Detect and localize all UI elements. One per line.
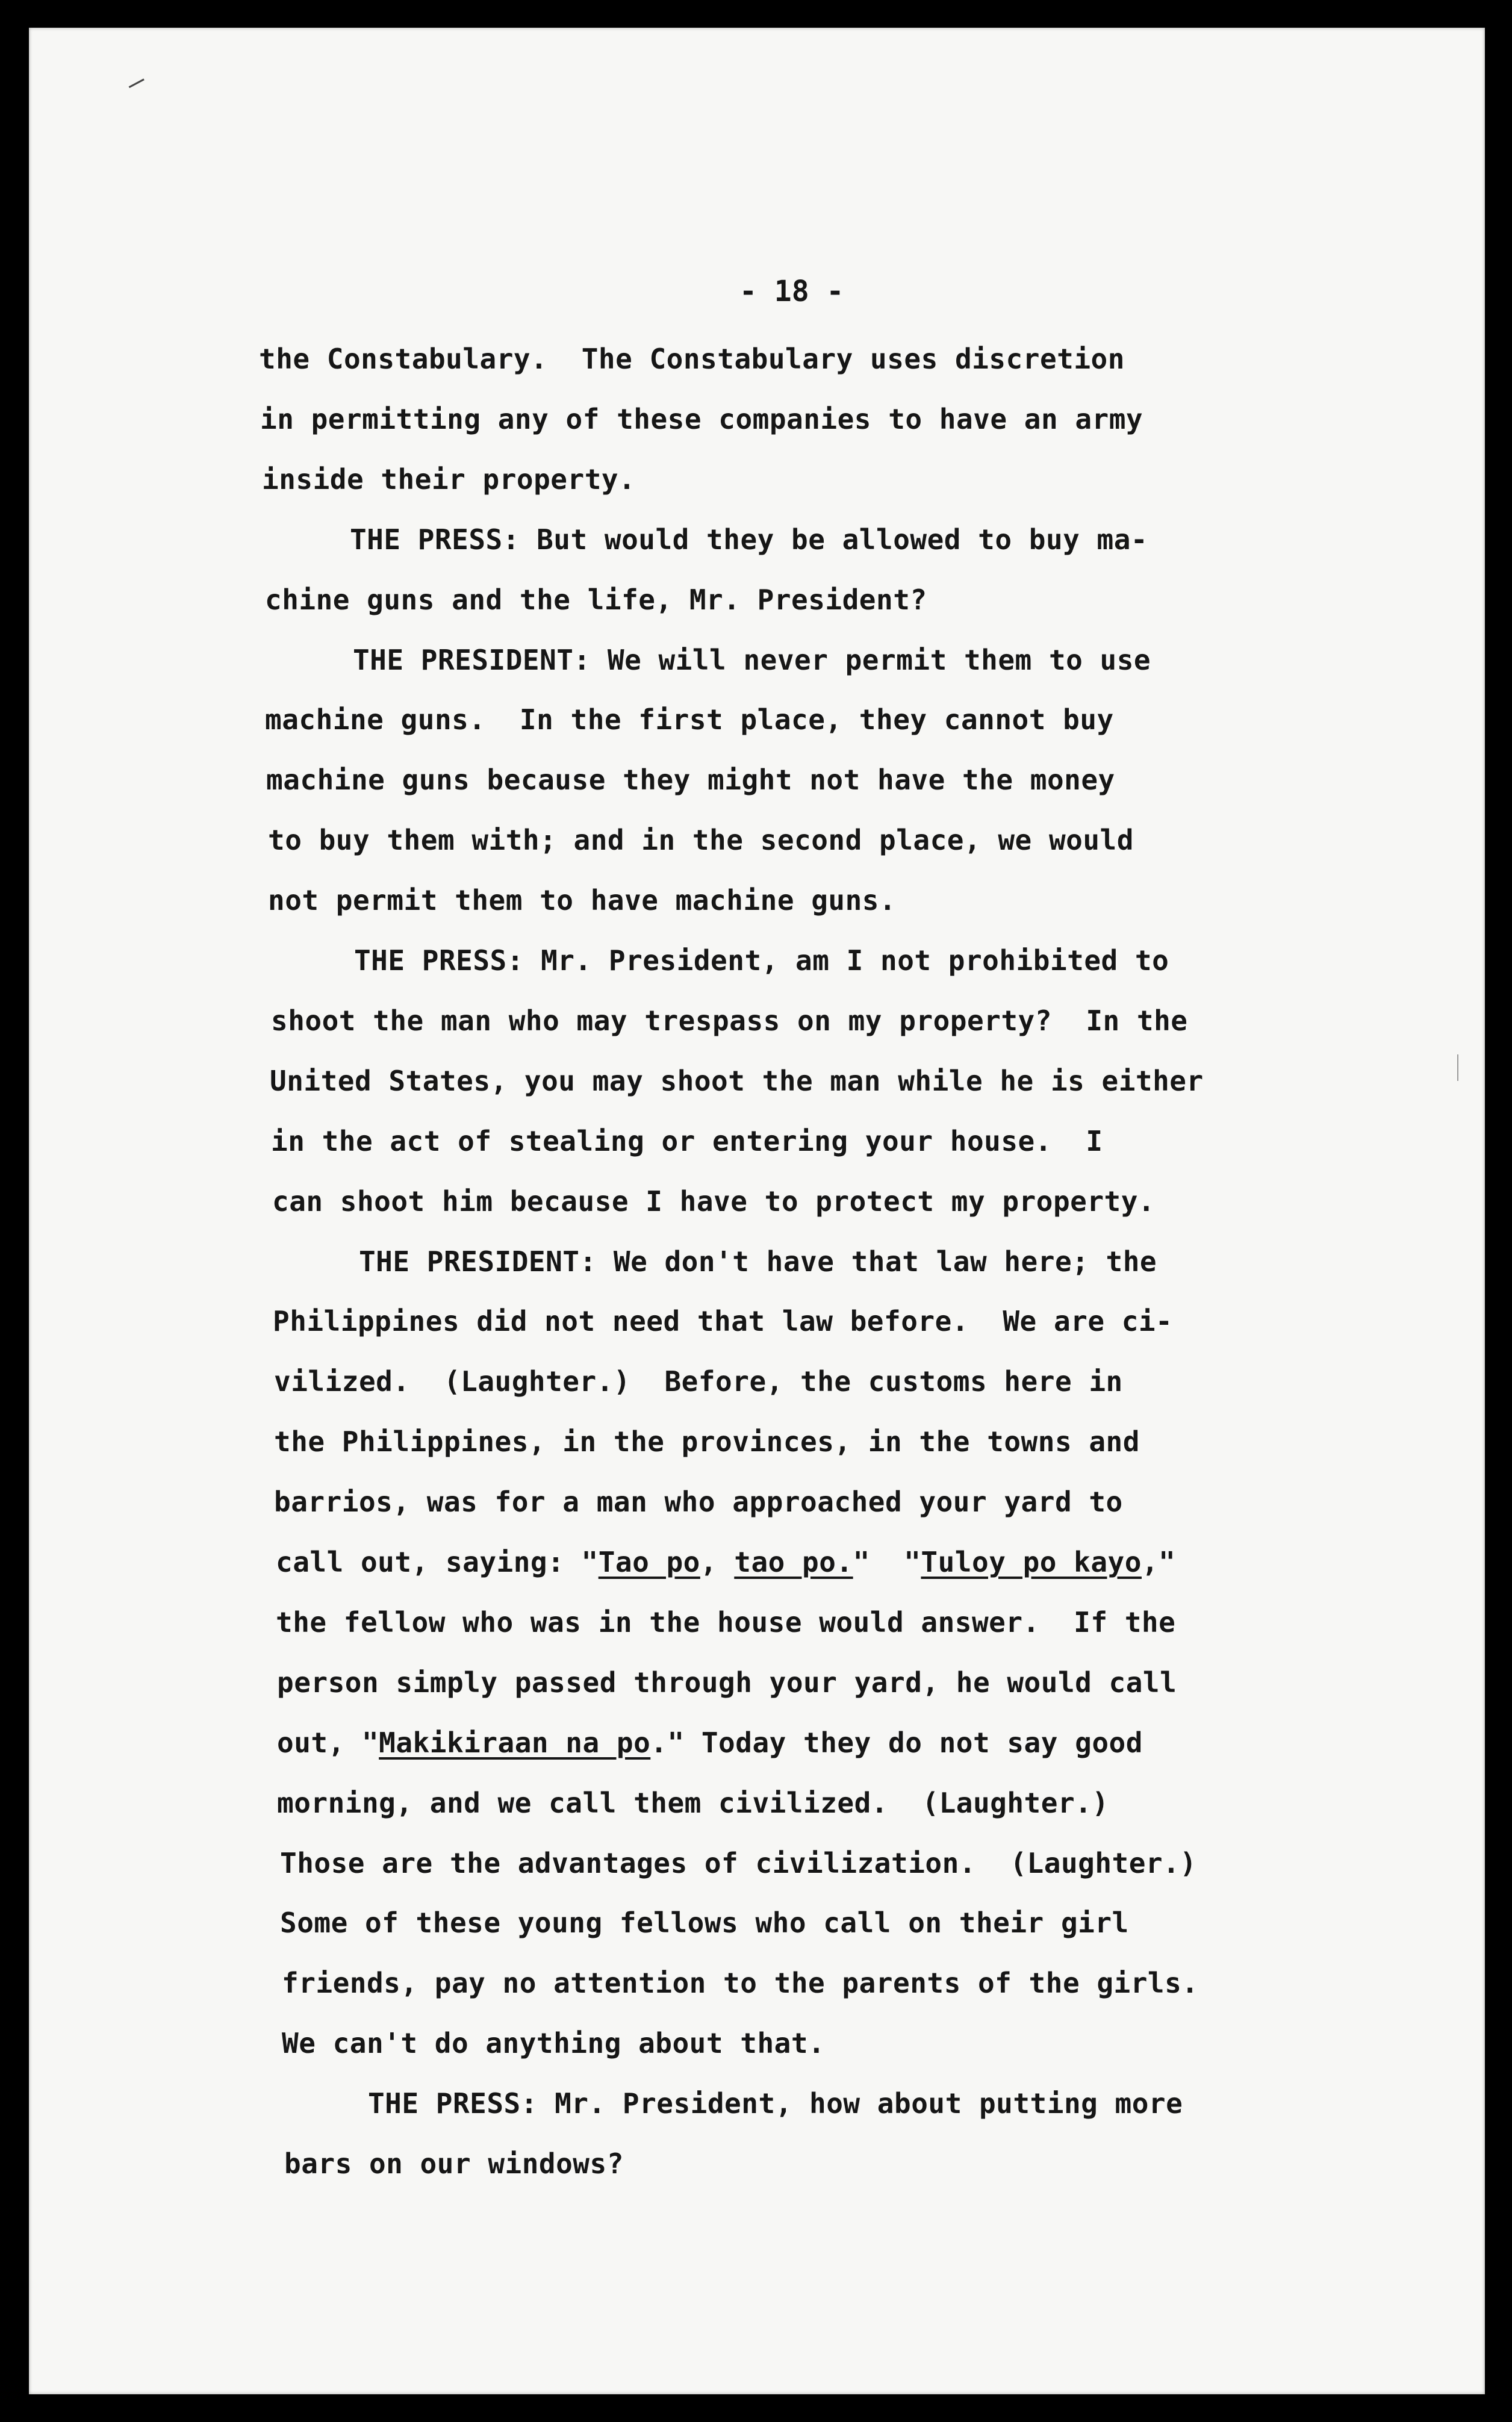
text-line: [260, 402, 1143, 436]
text-segment: ,": [1141, 1546, 1176, 1578]
text-line: [284, 2147, 624, 2181]
text-segment: to buy them with; and in the second place, we would: [268, 824, 1134, 856]
text-segment: person simply passed through your yard, he would call: [277, 1666, 1177, 1699]
text-line: [274, 1485, 1123, 1519]
text-segment: vilized. (Laughter.) Before, the customs here in: [274, 1365, 1123, 1398]
text-line: [262, 462, 635, 496]
text-line: [270, 1064, 1204, 1098]
underlined-phrase: Tao po: [598, 1546, 700, 1578]
text-segment: THE PRESS: Mr. President, am I not prohibited to: [269, 944, 1169, 977]
text-segment: Some of these young fellows who call on their girl: [280, 1907, 1129, 1939]
text-segment: in permitting any of these companies to have an army: [260, 403, 1143, 435]
text-segment: bars on our windows?: [284, 2147, 624, 2180]
text-line: [269, 944, 1169, 977]
underlined-phrase: Makikiraan na po: [379, 1726, 651, 1759]
text-line: [265, 583, 927, 617]
text-segment: ,: [700, 1546, 735, 1578]
text-line: [283, 2087, 1183, 2120]
text-line: [282, 1966, 1199, 2000]
text-line: [273, 1304, 1172, 1338]
text-line: [274, 1365, 1123, 1398]
text-segment: machine guns because they might not have the money: [266, 764, 1115, 796]
text-line: [265, 703, 1114, 736]
text-line: [271, 1004, 1188, 1038]
text-line: [268, 883, 896, 917]
text-segment: THE PRESIDENT: We will never permit them to use: [268, 644, 1151, 676]
text-line: [266, 763, 1115, 797]
text-segment: out, ": [277, 1726, 379, 1759]
text-segment: United States, you may shoot the man while he is either: [270, 1065, 1204, 1097]
text-segment: machine guns. In the first place, they cannot buy: [265, 703, 1114, 736]
text-segment: call out, saying: ": [276, 1546, 599, 1578]
text-segment: the Constabulary. The Constabulary uses discretion: [259, 343, 1125, 375]
text-line: [282, 2026, 825, 2060]
text-segment: shoot the man who may trespass on my property? In the: [271, 1004, 1188, 1037]
text-line: [277, 1666, 1177, 1699]
text-segment: the fellow who was in the house would answer. If the: [276, 1606, 1176, 1639]
text-line: [259, 342, 1125, 376]
text-segment: friends, pay no attention to the parents of the girls.: [282, 1967, 1199, 1999]
page-number: - 18 -: [739, 275, 844, 308]
text-line: [277, 1726, 1143, 1760]
text-segment: barrios, was for a man who approached your yard to: [274, 1486, 1123, 1518]
text-line: [265, 523, 1148, 556]
text-line: [276, 1605, 1175, 1639]
text-segment: THE PRESS: But would they be allowed to buy ma-: [265, 523, 1148, 556]
document-page: [29, 28, 1485, 2394]
text-line: [268, 823, 1134, 857]
text-line: [274, 1245, 1157, 1278]
underlined-phrase: tao po.: [734, 1546, 853, 1578]
text-segment: morning, and we call them civilized. (Laughter.): [277, 1787, 1109, 1819]
text-segment: Those are the advantages of civilization. (Laughter.): [280, 1847, 1197, 1879]
text-line: [277, 1786, 1109, 1820]
text-line: [268, 643, 1151, 677]
text-segment: in the act of stealing or entering your house. I: [271, 1125, 1103, 1157]
text-line: [271, 1124, 1103, 1158]
text-segment: THE PRESS: Mr. President, how about putting more: [283, 2087, 1183, 2120]
underlined-phrase: Tuloy po kayo: [921, 1546, 1142, 1578]
text-segment: can shoot him because I have to protect my property.: [272, 1185, 1156, 1218]
text-segment: We can't do anything about that.: [282, 2027, 826, 2059]
text-line: [280, 1906, 1129, 1940]
text-line: [274, 1425, 1140, 1458]
text-segment: not permit them to have machine guns.: [268, 884, 897, 917]
text-line: [276, 1545, 1175, 1579]
text-segment: inside their property.: [262, 463, 636, 496]
text-segment: THE PRESIDENT: We don't have that law here; the: [274, 1245, 1157, 1278]
text-segment: ." Today they do not say good: [650, 1726, 1143, 1759]
text-segment: chine guns and the life, Mr. President?: [265, 584, 927, 616]
text-segment: Philippines did not need that law before. We are ci-: [273, 1305, 1173, 1337]
text-line: [280, 1846, 1197, 1880]
text-segment: " ": [853, 1546, 921, 1578]
transcript-body: [29, 28, 1485, 2394]
text-segment: the Philippines, in the provinces, in the towns and: [274, 1425, 1140, 1458]
text-line: [272, 1185, 1155, 1218]
